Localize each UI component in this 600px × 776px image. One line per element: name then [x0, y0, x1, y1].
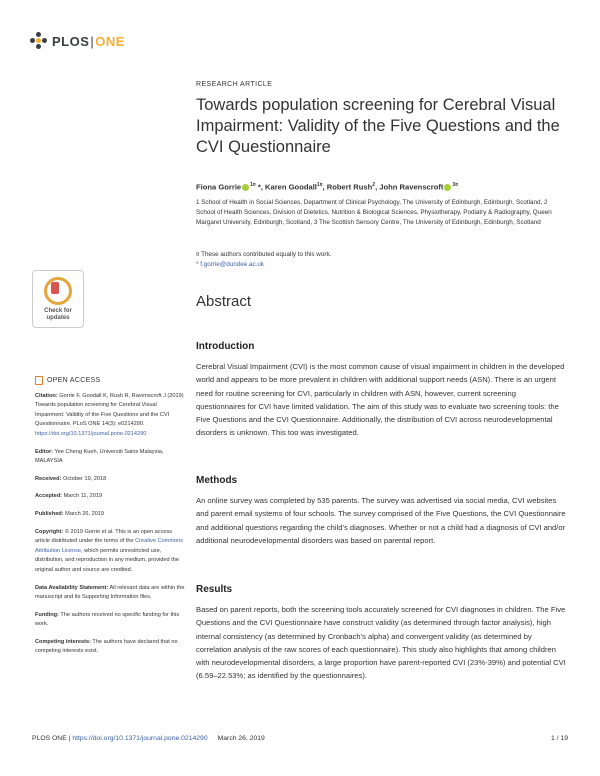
open-access-badge [35, 376, 185, 386]
author-name[interactable]: Fiona Gorrie [196, 182, 242, 192]
introduction-heading: Introduction [196, 341, 255, 352]
orcid-icon[interactable] [444, 184, 451, 191]
received-label: Received: [35, 475, 62, 482]
received-date: October 19, 2018 [63, 475, 107, 482]
published-block [35, 510, 185, 520]
methods-heading: Methods [196, 475, 238, 486]
competing-interests-block [35, 638, 185, 657]
check-updates-line1: Check for [44, 307, 72, 314]
plos-logo-icon [30, 32, 48, 50]
author-name[interactable]: , Robert Rush [322, 182, 373, 192]
editor-text: Yee Cheng Kueh, Universiti Sains Malaysia, MALAYSIA [35, 448, 164, 465]
competing-interests-label: Competing interests: [35, 638, 91, 645]
copyright-text-end: , which permits unrestricted use, distribution, and reproduction in any medium, provided the original author and source are credited. [35, 547, 179, 573]
author-list [196, 182, 576, 192]
introduction-text: Cerebral Visual Impairment (CVI) is the most common cause of visual impairment in children in the developed world and appears to be more prevalent in children with additional support needs (ASN). There is an urgent need for routine screening for CVI, particularly in children with ASN, however, current screening questionnaires for CVI have limited validation. The aim of this study was to evaluate two screening tools: the Five Questions and the CVI Questionnaire. Additionally, the distribution of CVI across neurodevelopmental disorders is unknown. This too was investigated. [196, 362, 565, 438]
orcid-icon[interactable] [242, 184, 249, 191]
editor-label: Editor: [35, 448, 54, 455]
corresponding-mark: * [255, 182, 261, 192]
funding-text: The authors received no specific funding for this work. [35, 611, 180, 628]
author-affil: 3¤ [452, 182, 458, 188]
article-title: Towards population screening for Cerebral Visual Impairment: Validity of the Five Questions and the CVI Questionnaire [196, 96, 560, 156]
check-updates-line2: updates [46, 314, 70, 321]
copyright-block [35, 528, 185, 576]
author-notes [196, 250, 566, 270]
received-block [35, 475, 185, 485]
check-for-updates-button[interactable] [32, 270, 84, 328]
footer-date: March 26, 2019 [217, 735, 265, 742]
article-type: RESEARCH ARTICLE [196, 81, 273, 88]
open-access-label: OPEN ACCESS [47, 377, 101, 384]
author-affil: 1¤ [250, 182, 256, 188]
author-affil: 2 [372, 182, 376, 188]
funding-label: Funding: [35, 611, 59, 618]
author-affil: 1¤ [316, 182, 323, 188]
page-number: 1 / 19 [550, 735, 568, 742]
author-name[interactable]: , Karen Goodall [260, 182, 317, 192]
logo-separator: | [90, 33, 95, 49]
copyright-label: Copyright: [35, 528, 64, 535]
equal-contribution-note: ¤ These authors contributed equally to this work. [196, 251, 332, 258]
methods-text: An online survey was completed by 535 parents. The survey was advertised via social media, CVI websites and parent email systems of four schools. The survey comprised of the Five Questions, the CVI Questionnaire and additional questions regarding the child's diagnoses. Whether or not a child had a diagnosis of CVI and/or additional neurodevelopmental disorders was based on parental report. [196, 496, 566, 545]
open-lock-icon [35, 376, 43, 385]
abstract-heading: Abstract [196, 293, 252, 310]
competing-interests-text: The authors have declared that no competing interests exist. [35, 638, 178, 655]
data-availability-text: All relevant data are within the manuscript and its Supporting Information files. [35, 584, 185, 601]
author-name[interactable]: , John Ravenscroft [375, 182, 444, 192]
article-info-sidebar [35, 376, 185, 665]
results-text: Based on parent reports, both the screening tools accurately screened for CVI diagnoses in children. The Five Questions and the CVI Questionnaire have construct validity (as determined through factor analysis), high internal consistency (as determined by Cronbach's alpha) and convergent validity (as determined by correlation analysis of the raw scores of each questionnaire). This study also highlights that among children with neurodevelopmental disorders, a large proportion have parent-reported CVI (23%-39%) and potential CVI (6.59–22.53%; as identified by the questionnaires). [196, 605, 566, 681]
published-label: Published: [35, 510, 64, 517]
logo-plos: PLOS [52, 33, 90, 49]
footer-journal: PLOS ONE [32, 735, 67, 742]
citation-block [35, 392, 185, 440]
copyright-text: © 2019 Gorrie et al. This is an open access article distributed under the terms of the [35, 528, 173, 545]
published-date: March 26, 2019 [65, 510, 105, 517]
plos-one-logo [30, 30, 125, 52]
funding-block [35, 611, 185, 630]
accepted-label: Accepted: [35, 493, 63, 500]
data-availability-label: Data Availability Statement: [35, 584, 109, 591]
footer-separator: | [66, 735, 73, 742]
citation-doi-link[interactable]: https://doi.org/10.1371/journal.pone.0214290 [35, 430, 147, 437]
page-footer [32, 735, 568, 742]
editor-block [35, 448, 185, 467]
logo-one: ONE [95, 33, 125, 49]
affiliations: 1 School of Health in Social Sciences, Department of Clinical Psychology, The University of Edinburgh, Edinburgh, Scotland, 2 School of Health Sciences, Division of Dietetics, Nutrition & Biological Sciences, Physiotherapy, Podiatry & Radiography, Queen Margaret University, Edinburgh, Scotland, 3 The Scottish Sensory Centre, The University of Edinburgh, Edinburgh, Scotland [196, 199, 552, 226]
license-link[interactable]: Creative Commons Attribution License [35, 538, 183, 554]
accepted-block [35, 492, 185, 502]
citation-text: Gorrie F, Goodall K, Rush R, Ravenscroft J (2019) Towards population screening for Cerebral Visual Impairment: Validity of the Five Questions and the CVI Questionnaire. PLoS ONE 14(3): e0214290. [35, 392, 184, 428]
bookmark-icon [44, 277, 72, 305]
footer-doi-link[interactable]: https://doi.org/10.1371/journal.pone.0214290 [72, 735, 208, 742]
data-availability-block [35, 584, 185, 603]
results-heading: Results [196, 584, 233, 595]
accepted-date: March 11, 2019 [63, 493, 103, 500]
corresponding-email[interactable]: * f.gorrie@dundee.ac.uk [196, 261, 265, 268]
citation-label: Citation: [35, 392, 58, 399]
